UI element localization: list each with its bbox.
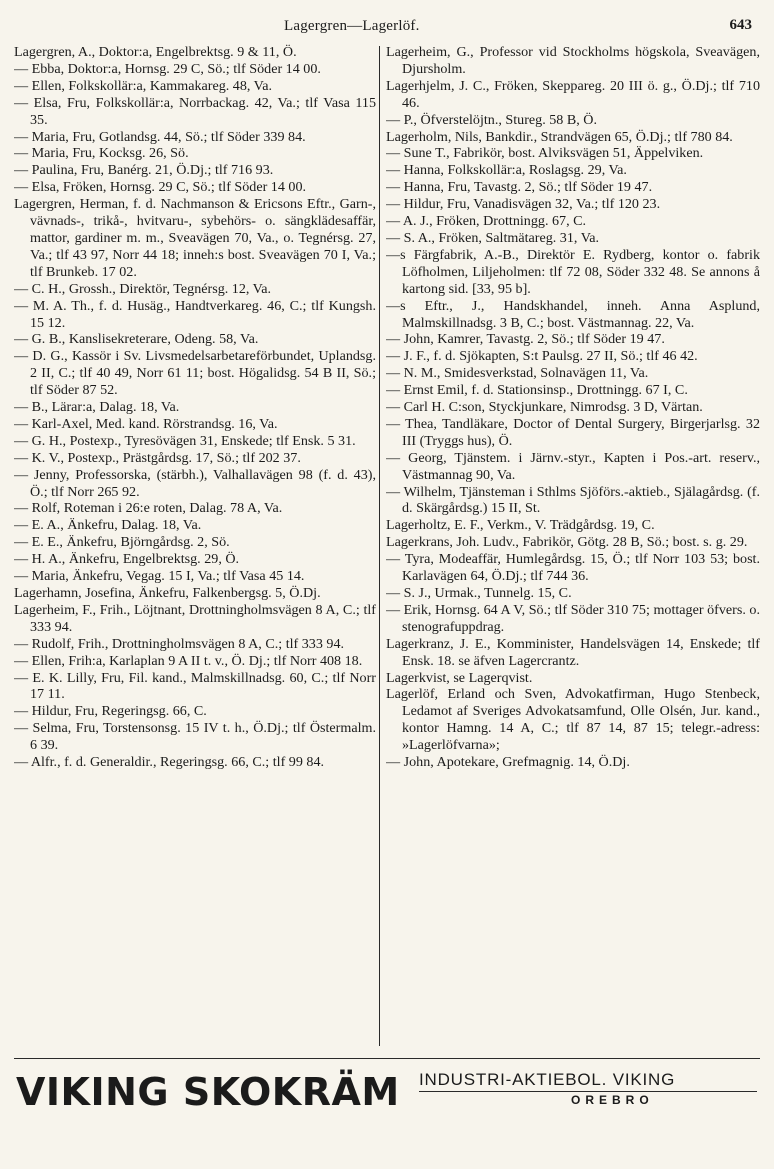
directory-entry: — E. E., Änkefru, Björngårdsg. 2, Sö.	[14, 534, 230, 551]
directory-entry: — Thea, Tandläkare, Doctor of Dental Surgery, Birgerjarlsg. 32 III (Tryggs hus), Ö.	[386, 415, 760, 449]
left-column	[14, 44, 376, 1044]
directory-entry: — Georg, Tjänstem. i Järnv.-styr., Kapten i Pos.-art. reserv., Västmannag 90, Va.	[386, 449, 760, 483]
directory-entry: Lagerholm, Nils, Bankdir., Strandvägen 65, Ö.Dj.; tlf 780 84.	[386, 128, 733, 145]
directory-entry: — C. H., Grossh., Direktör, Tegnérsg. 12, Va.	[14, 280, 272, 297]
directory-entry: — Ebba, Doktor:a, Hornsg. 29 C, Sö.; tlf Söder 14 00.	[14, 60, 321, 77]
directory-entry: — Hildur, Fru, Regeringsg. 66, C.	[14, 703, 207, 720]
directory-entry: — Maria, Änkefru, Vegag. 15 I, Va.; tlf Vasa 45 14.	[14, 568, 305, 585]
directory-entry: — J. F., f. d. Sjökapten, S:t Paulsg. 27 II, Sö.; tlf 46 42.	[386, 348, 698, 365]
directory-entry: — Alfr., f. d. Generaldir., Regeringsg. 66, C.; tlf 99 84.	[14, 754, 325, 771]
directory-entry: — G. H., Postexp., Tyresövägen 31, Enskede; tlf Ensk. 5 31.	[14, 432, 356, 449]
directory-entry: — Maria, Fru, Gotlandsg. 44, Sö.; tlf Söder 339 84.	[14, 128, 306, 145]
right-column	[386, 44, 760, 1044]
directory-entry: —s Färgfabrik, A.-B., Direktör E. Rydberg, kontor o. fabrik Löfholmen, Liljeholmen: tlf 72 08, Söder 332 48. Se annons å kartong sid. [33, 95 b].	[386, 246, 760, 297]
directory-entry: — Maria, Fru, Kocksg. 26, Sö.	[14, 145, 189, 162]
directory-entry: Lagerkrans, Joh. Ludv., Fabrikör, Götg. 28 B, Sö.; bost. s. g. 29.	[386, 534, 748, 551]
directory-entry: Lagerheim, F., Frih., Löjtnant, Drottningholmsvägen 8 A, C.; tlf 333 94.	[14, 601, 376, 635]
directory-entry: — Wilhelm, Tjänsteman i Sthlms Sjöförs.-aktieb., Själagårdsg. (f. d. Skärgårdsg.) 15 II, St.	[386, 483, 760, 517]
page-number: 643	[729, 17, 752, 33]
directory-entry: — Ellen, Folkskollär:a, Kammakareg. 48, Va.	[14, 77, 273, 94]
directory-entry: — B., Lärar:a, Dalag. 18, Va.	[14, 399, 180, 416]
directory-entry: — K. V., Postexp., Prästgårdsg. 17, Sö.; tlf 202 37.	[14, 449, 301, 466]
ad-brand: VIKING SKOKRÄM	[16, 1070, 400, 1114]
directory-entry: Lagerkranz, J. E., Komminister, Handelsvägen 14, Enskede; tlf Ensk. 18. se äfven Lagercrantz.	[386, 635, 760, 669]
directory-entry: — Ernst Emil, f. d. Stationsinsp., Drottningg. 67 I, C.	[386, 382, 688, 399]
directory-entry: — S. J., Urmak., Tunnelg. 15, C.	[386, 585, 572, 601]
directory-entry: — John, Kamrer, Tavastg. 2, Sö.; tlf Söder 19 47.	[386, 331, 665, 348]
directory-entry: Lagergren, A., Doktor:a, Engelbrektsg. 9 & 11, Ö.	[14, 44, 297, 60]
ad-rule	[419, 1091, 757, 1092]
directory-entry: — Karl-Axel, Med. kand. Rörstrandsg. 16, Va.	[14, 415, 278, 432]
ad-city: OREBRO	[571, 1093, 654, 1107]
directory-entry: — Jenny, Professorska, (stärbh.), Valhallavägen 98 (f. d. 43), Ö.; tlf Norr 265 92.	[14, 466, 376, 500]
footer-divider	[14, 1058, 760, 1059]
directory-entry: Lagerhjelm, J. C., Fröken, Skeppareg. 20 III ö. g., Ö.Dj.; tlf 710 46.	[386, 77, 760, 111]
directory-entry: — A. J., Fröken, Drottningg. 67, C.	[386, 213, 587, 230]
directory-entry: — Paulina, Fru, Banérg. 21, Ö.Dj.; tlf 716 93.	[14, 162, 274, 179]
directory-entry: — M. A. Th., f. d. Husäg., Handtverkareg. 46, C.; tlf Kungsh. 15 12.	[14, 297, 376, 331]
directory-entry: Lagerholtz, E. F., Verkm., V. Trädgårdsg. 19, C.	[386, 517, 655, 534]
directory-entry: — Hildur, Fru, Vanadisvägen 32, Va.; tlf 120 23.	[386, 196, 661, 213]
directory-entry: — Hanna, Fru, Tavastg. 2, Sö.; tlf Söder 19 47.	[386, 179, 653, 196]
advertisement	[14, 1066, 760, 1136]
directory-entry: — Elsa, Fröken, Hornsg. 29 C, Sö.; tlf Söder 14 00.	[14, 179, 307, 196]
directory-entry: — Sune T., Fabrikör, bost. Alviksvägen 51, Äppelviken.	[386, 145, 704, 162]
directory-entry: — Rudolf, Frih., Drottningholmsvägen 8 A, C.; tlf 333 94.	[14, 635, 345, 652]
directory-entry: Lagerlöf, Erland och Sven, Advokatfirman, Hugo Stenbeck, Ledamot af Sveriges Advokatsamfund, Olle Olsén, Jur. kand., kontor Hamng. 14 A, C.; tlf 87 14, 87 15; telegr.-adress: »Lagerlöfvarna»;	[386, 686, 760, 754]
directory-entry: — Selma, Fru, Torstensonsg. 15 IV t. h., Ö.Dj.; tlf Östermalm. 6 39.	[14, 720, 376, 754]
column-divider	[379, 46, 380, 1046]
directory-entry: — N. M., Smidesverkstad, Solnavägen 11, Va.	[386, 365, 649, 382]
directory-entry: — S. A., Fröken, Saltmätareg. 31, Va.	[386, 229, 600, 246]
directory-entry: — D. G., Kassör i Sv. Livsmedelsarbetareförbundet, Uplandsg. 2 II, C.; tlf 40 49, Norr 61 11; bost. Högalidsg. 54 B II, Sö.; tlf Söder 87 52.	[14, 348, 376, 399]
directory-entry: — P., Öfverstelöjtn., Stureg. 58 B, Ö.	[386, 111, 598, 128]
directory-entry: — Elsa, Fru, Folkskollär:a, Norrbackag. 42, Va.; tlf Vasa 115 35.	[14, 94, 376, 128]
directory-entry: — Hanna, Folkskollär:a, Roslagsg. 29, Va.	[386, 162, 627, 179]
directory-entry: — H. A., Änkefru, Engelbrektsg. 29, Ö.	[14, 551, 240, 568]
directory-entry: Lagerhamn, Josefina, Änkefru, Falkenbergsg. 5, Ö.Dj.	[14, 585, 321, 601]
directory-entry: — Ellen, Frih:a, Karlaplan 9 A II t. v., Ö. Dj.; tlf Norr 408 18.	[14, 652, 363, 669]
directory-entry: — G. B., Kanslisekreterare, Odeng. 58, Va.	[14, 331, 259, 348]
directory-entry: — Tyra, Modeaffär, Humlegårdsg. 15, Ö.; tlf Norr 103 53; bost. Karlavägen 64, Ö.Dj.; tlf 744 36.	[386, 551, 760, 585]
directory-entry: — Erik, Hornsg. 64 A V, Sö.; tlf Söder 310 75; mottager öfvers. o. stenografuppdrag.	[386, 601, 760, 635]
running-title: Lagergren—Lagerlöf.	[284, 18, 420, 34]
directory-entry: — E. A., Änkefru, Dalag. 18, Va.	[14, 517, 202, 534]
directory-entry: Lagerkvist, se Lagerqvist.	[386, 669, 533, 686]
directory-entry: Lagergren, Herman, f. d. Nachmanson & Ericsons Eftr., Garn-, vävnads-, trikå-, hvitvaru-, sybehörs- o. sängklädesaffär, mattor, gardiner m. m., Sveavägen 70, Va., o. Tegnérsg. 27, Va.; tlf 43 97, Norr 44 18; inneh:s bost. Sveavägen 70 I, Va.; tlf Brunkeb. 17 02.	[14, 196, 376, 280]
directory-entry: — Carl H. C:son, Styckjunkare, Nimrodsg. 3 D, Värtan.	[386, 399, 703, 416]
directory-entry: — E. K. Lilly, Fru, Fil. kand., Malmskillnadsg. 60, C.; tlf Norr 17 11.	[14, 669, 376, 703]
directory-entry: — John, Apotekare, Grefmagnig. 14, Ö.Dj.	[386, 754, 630, 771]
page-header	[0, 14, 774, 44]
directory-entry: — Rolf, Roteman i 26:e roten, Dalag. 78 A, Va.	[14, 500, 283, 517]
directory-entry: —s Eftr., J., Handskhandel, inneh. Anna Asplund, Malmskillnadsg. 3 B, C.; bost. Västmannag. 22, Va.	[386, 297, 760, 331]
directory-entry: Lagerheim, G., Professor vid Stockholms högskola, Sveavägen, Djursholm.	[386, 44, 760, 77]
ad-company: INDUSTRI-AKTIEBOL. VIKING	[419, 1070, 676, 1089]
